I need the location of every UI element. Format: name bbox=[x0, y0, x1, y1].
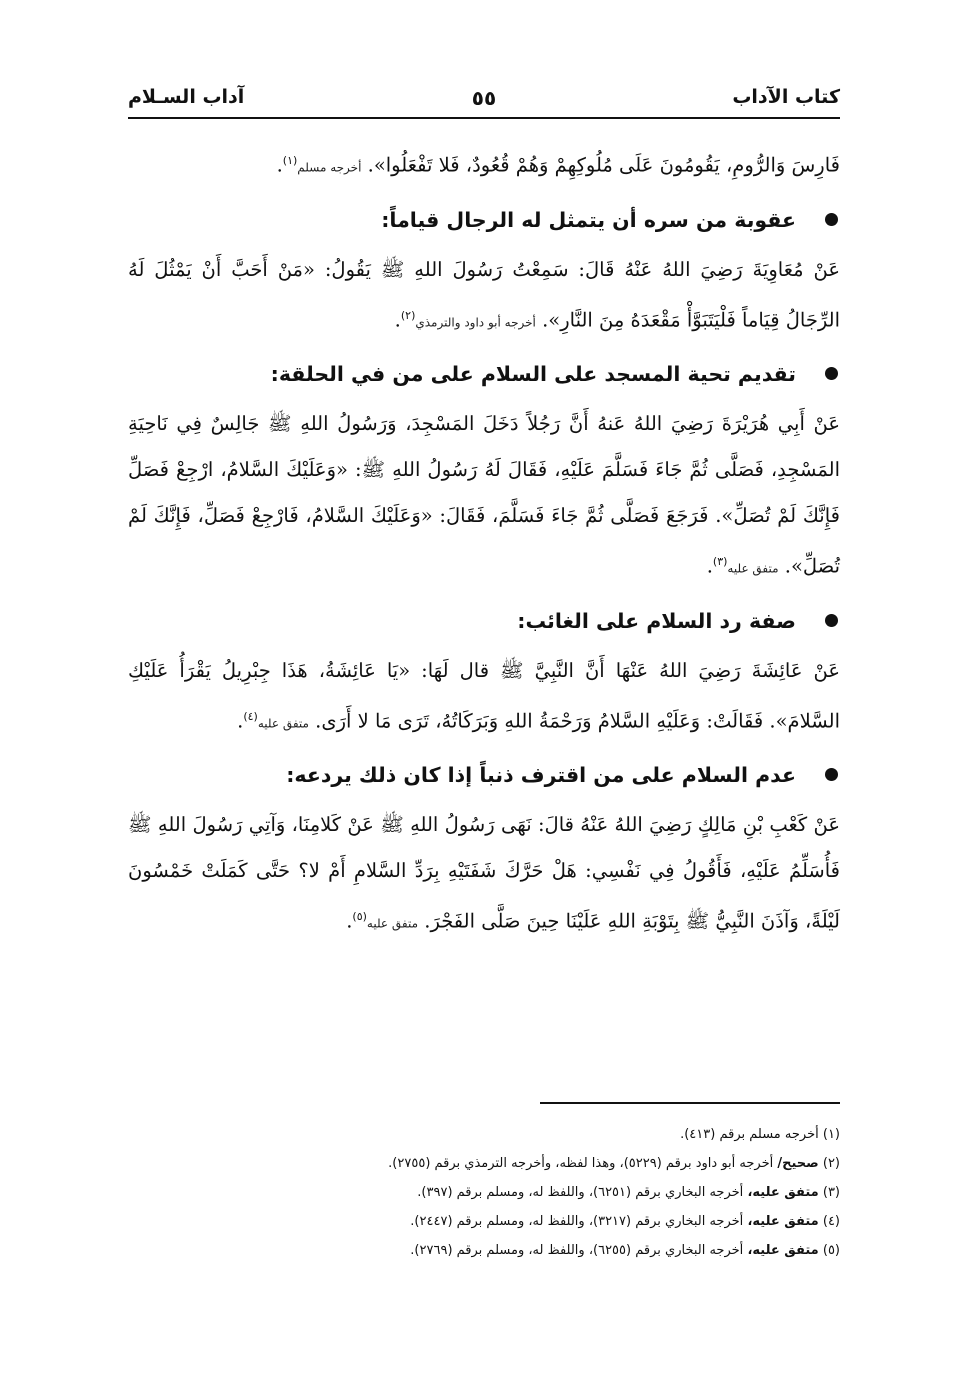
bullet-icon bbox=[825, 768, 838, 781]
sentence-end: . bbox=[394, 308, 401, 331]
footnote-text: أخرجه البخاري برقم (٦٢٥٥)، واللفظ له، ومسلم برقم (٢٧٦٩). bbox=[410, 1243, 744, 1258]
hadith-source: متفق عليه bbox=[366, 916, 419, 931]
page-header bbox=[128, 86, 840, 118]
footnote-ref[interactable]: (٤) bbox=[243, 709, 258, 723]
footnote-grade: متفق عليه، bbox=[747, 1185, 819, 1200]
footnote-number: (٤) bbox=[822, 1214, 840, 1229]
hadith-text: عَنْ كَعْبِ بْنِ مَالِكٍ رَضِيَ اللهُ عَنْهُ قالَ: نَهَى رَسُولُ اللهِ ﷺ عَنْ كَلامِنَا، وَآتِي رَسُولَ اللهِ ﷺ فَأُسَلِّمُ عَلَيْهِ، فَأَقُولُ فِي نَفْسِي: هَلْ حَرَّكَ شَفَتَيْهِ بِرَدِّ السَّلامِ أَمْ لا؟ حَتَّى كَمَلَتْ خَمْسُونَ لَيْلَةً، وَآذَنَ النَّبِيُّ ﷺ بِتَوْبَةِ اللهِ عَلَيْنَا حِينَ صَلَّى الفَجْرَ. bbox=[128, 813, 840, 933]
section-heading-text: صفة رد السلام على الغائب: bbox=[517, 608, 796, 633]
section-paragraph bbox=[128, 247, 840, 346]
section-heading bbox=[128, 596, 840, 646]
bullet-icon bbox=[825, 367, 838, 380]
hadith-text: عَنْ أَبِي هُرَيْرَةَ رَضِيَ اللهُ عَنهُ أَنَّ رَجُلاً دَخَلَ المَسْجِدَ، وَرَسُولُ اللهِ ﷺ جَالِسٌ فِي نَاحِيَةِ المَسْجِدِ، فَصَلَّى ثُمَّ جَاءَ فَسَلَّمَ عَلَيْهِ، فَقَالَ لَهُ رَسُولُ اللهِ ﷺ: «وَعَلَيْكَ السَّلامُ، ارْجِعْ فَصَلِّ فَإِنَّكَ لَمْ تُصَلِّ». فَرَجَعَ فَصَلَّى ثُمَّ جَاءَ فَسَلَّمَ، فَقَالَ: «وَعَلَيْكَ السَّلامُ، فَارْجِعْ فَصَلِّ، فَإِنَّكَ لَمْ تُصَلِّ». bbox=[128, 412, 840, 578]
hadith-source: أخرجه مسلم bbox=[297, 160, 362, 175]
footnote-item bbox=[128, 1178, 840, 1207]
footnote-ref[interactable]: (١) bbox=[282, 154, 298, 167]
footnote-ref[interactable]: (٥) bbox=[352, 910, 367, 923]
hadith-source: أخرجه أبو داود والترمذي bbox=[415, 315, 536, 329]
footnote-ref[interactable]: (٣) bbox=[712, 555, 728, 568]
footnote-number: (١) bbox=[822, 1127, 840, 1142]
hadith-text: عَنْ عَائِشَةَ رَضِيَ اللهُ عَنْهَا أَنَّ النَّبِيَّ ﷺ قال لَهَا: «يَا عَائِشَةُ، هَذَا جِبْرِيلُ يَقْرَأُ عَلَيْكِ السَّلامَ». فَقَالَتْ: وَعَلَيْهِ السَّلامُ وَرَحْمَةُ اللهِ وَبَرَكَاتُهُ، تَرَى مَا لا أَرَى. bbox=[128, 658, 840, 732]
page-number: ٥٥ bbox=[471, 86, 497, 110]
sentence-end: . bbox=[706, 554, 713, 578]
intro-paragraph bbox=[128, 138, 840, 191]
footnote-text: أخرجه البخاري برقم (٣٢١٧)، واللفظ له، ومسلم برقم (٢٤٤٧). bbox=[410, 1214, 744, 1229]
sentence-end: . bbox=[276, 153, 283, 177]
footnote-text: أخرجه البخاري برقم (٦٢٥١)، واللفظ له، ومسلم برقم (٣٩٧). bbox=[417, 1185, 744, 1200]
section-heading-text: تقديم تحية المسجد على السلام على من في الحلقة: bbox=[270, 362, 796, 386]
footnotes bbox=[128, 1120, 840, 1265]
section-heading bbox=[128, 750, 840, 800]
chapter-title: آداب السـلام bbox=[128, 86, 245, 108]
footnote-number: (٢) bbox=[822, 1156, 840, 1171]
sentence-end: . bbox=[346, 909, 353, 933]
footnote-item bbox=[128, 1207, 840, 1236]
book-title: كتاب الآداب bbox=[732, 86, 840, 108]
sentence-end: . bbox=[237, 709, 244, 732]
section-heading bbox=[128, 349, 840, 399]
section-heading-text: عدم السلام على من اقترف ذنباً إذا كان ذلك يردعه: bbox=[286, 763, 796, 787]
footnote-number: (٣) bbox=[822, 1185, 840, 1200]
hadith-source: متفق عليه bbox=[257, 716, 309, 730]
hadith-source: متفق عليه bbox=[727, 561, 779, 576]
header-divider bbox=[128, 117, 840, 119]
footnote-text: أخرجه أبو داود برقم (٥٢٢٩)، وهذا لفظه، وأخرجه الترمذي برقم (٢٧٥٥). bbox=[388, 1156, 774, 1171]
bullet-icon bbox=[825, 614, 838, 627]
section-paragraph bbox=[128, 802, 840, 947]
section-paragraph bbox=[128, 401, 840, 592]
footnote-ref[interactable]: (٢) bbox=[400, 308, 416, 322]
section-heading-text: عقوبة من سره أن يتمثل له الرجال قياماً: bbox=[381, 207, 796, 232]
section-heading bbox=[128, 195, 840, 245]
footnote-item bbox=[128, 1236, 840, 1265]
main-content bbox=[128, 138, 840, 947]
hadith-text: فَارِسَ وَالرُّومِ، يَقُومُونَ عَلَى مُلُوكِهِمْ وَهُمْ قُعُودٌ، فَلا تَفْعَلُوا». bbox=[367, 153, 840, 177]
footnote-item bbox=[128, 1149, 840, 1178]
footnote-grade: صحيح/ bbox=[777, 1156, 819, 1171]
section-paragraph bbox=[128, 648, 840, 747]
footnote-divider bbox=[540, 1102, 840, 1104]
footnote-grade: متفق عليه، bbox=[747, 1214, 819, 1229]
footnote-text: أخرجه مسلم برقم (٤١٣). bbox=[680, 1127, 819, 1142]
hadith-text: عَنْ مُعَاوِيَةَ رَضِيَ اللهُ عَنْهُ قَالَ: سَمِعْتُ رَسُولَ اللهِ ﷺ يَقُولُ: «مَنْ أَحَبَّ أَنْ يَمْثُلَ لَهُ الرِّجَالُ قِيَاماً فَلْيَتَبَوَّأْ مَقْعَدَهُ مِنَ النَّارِ». bbox=[128, 257, 840, 331]
footnote-grade: متفق عليه، bbox=[747, 1243, 819, 1258]
footnote-item bbox=[128, 1120, 840, 1149]
footnote-number: (٥) bbox=[822, 1243, 840, 1258]
bullet-icon bbox=[825, 213, 838, 226]
